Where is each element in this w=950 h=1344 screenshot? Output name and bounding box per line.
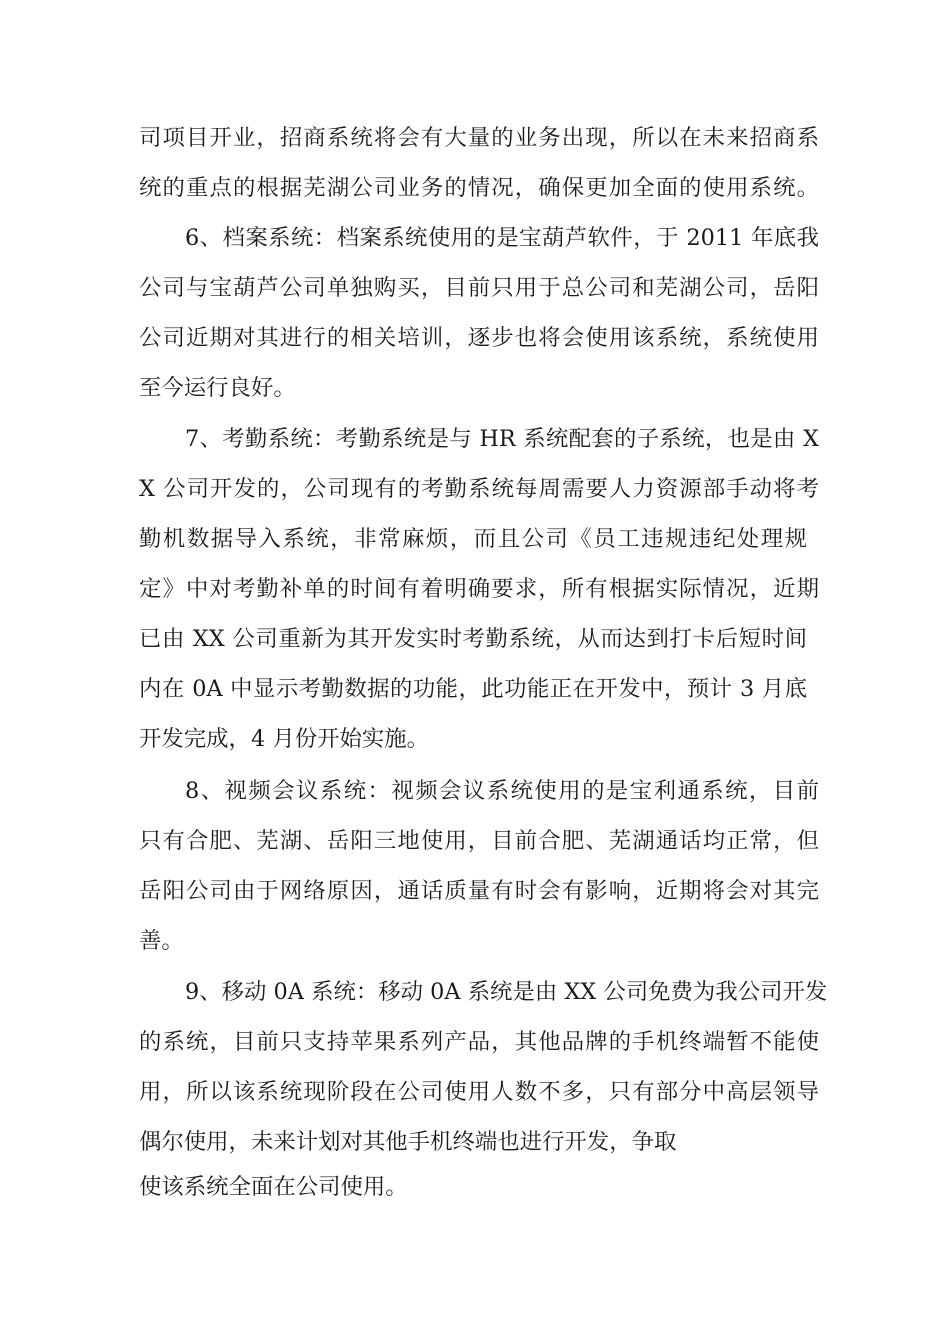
- paragraph-line: 7、考勤系统：考勤系统是与 HR 系统配套的子系统，也是由 X: [185, 426, 819, 452]
- paragraph-line: 至今运行良好。: [139, 375, 296, 401]
- paragraph-line: 勤机数据导入系统，非常麻烦，而且公司《员工违规违纪处理规: [139, 526, 807, 552]
- paragraph-attendance-system: [139, 414, 819, 764]
- paragraph-line: 已由 XX 公司重新为其开发实时考勤系统，从而达到打卡后短时间: [139, 626, 807, 652]
- paragraph-line: X 公司开发的，公司现有的考勤系统每周需要人力资源部手动将考: [139, 476, 819, 502]
- paragraph-line: 9、移动 0A 系统：移动 0A 系统是由 XX 公司免费为我公司开发: [185, 979, 828, 1005]
- paragraph-line: 8、视频会议系统：视频会议系统使用的是宝利通系统，目前: [185, 778, 819, 804]
- paragraph-archive-system: [139, 213, 819, 413]
- paragraph-line: 6、档案系统：档案系统使用的是宝葫芦软件，于 2011 年底我: [185, 225, 819, 251]
- paragraph-line: 开发完成，4 月份开始实施。: [139, 726, 430, 752]
- paragraph-video-conference-system: [139, 766, 819, 966]
- paragraph-line: 公司近期对其进行的相关培训，逐步也将会使用该系统，系统使用: [139, 325, 819, 351]
- paragraph-line: 善。: [139, 928, 184, 954]
- paragraph-line: 内在 0A 中显示考勤数据的功能，此功能正在开发中，预计 3 月底: [139, 676, 807, 702]
- paragraph-continued: [139, 113, 819, 213]
- paragraph-line: 用，所以该系统现阶段在公司使用人数不多，只有部分中高层领导: [139, 1079, 819, 1105]
- paragraph-line: 公司与宝葫芦公司单独购买，目前只用于总公司和芜湖公司，岳阳: [139, 275, 819, 301]
- paragraph-line: 定》中对考勤补单的时间有着明确要求，所有根据实际情况，近期: [139, 576, 819, 602]
- paragraph-line: 的系统，目前只支持苹果系列产品，其他品牌的手机终端暂不能使: [139, 1029, 819, 1055]
- paragraph-line: 只有合肥、芜湖、岳阳三地使用，目前合肥、芜湖通话均正常，但: [139, 828, 819, 854]
- paragraph-line: 使该系统全面在公司使用。: [139, 1174, 408, 1200]
- paragraph-line: 岳阳公司由于网络原因，通话质量有时会有影响，近期将会对其完: [139, 878, 819, 904]
- paragraph-mobile-oa-system: [139, 967, 828, 1207]
- paragraph-line: 统的重点的根据芜湖公司业务的情况，确保更加全面的使用系统。: [139, 175, 819, 201]
- paragraph-line: 司项目开业，招商系统将会有大量的业务出现，所以在未来招商系: [139, 125, 819, 151]
- paragraph-line: 偶尔使用，未来计划对其他手机终端也进行开发，争取: [139, 1129, 677, 1155]
